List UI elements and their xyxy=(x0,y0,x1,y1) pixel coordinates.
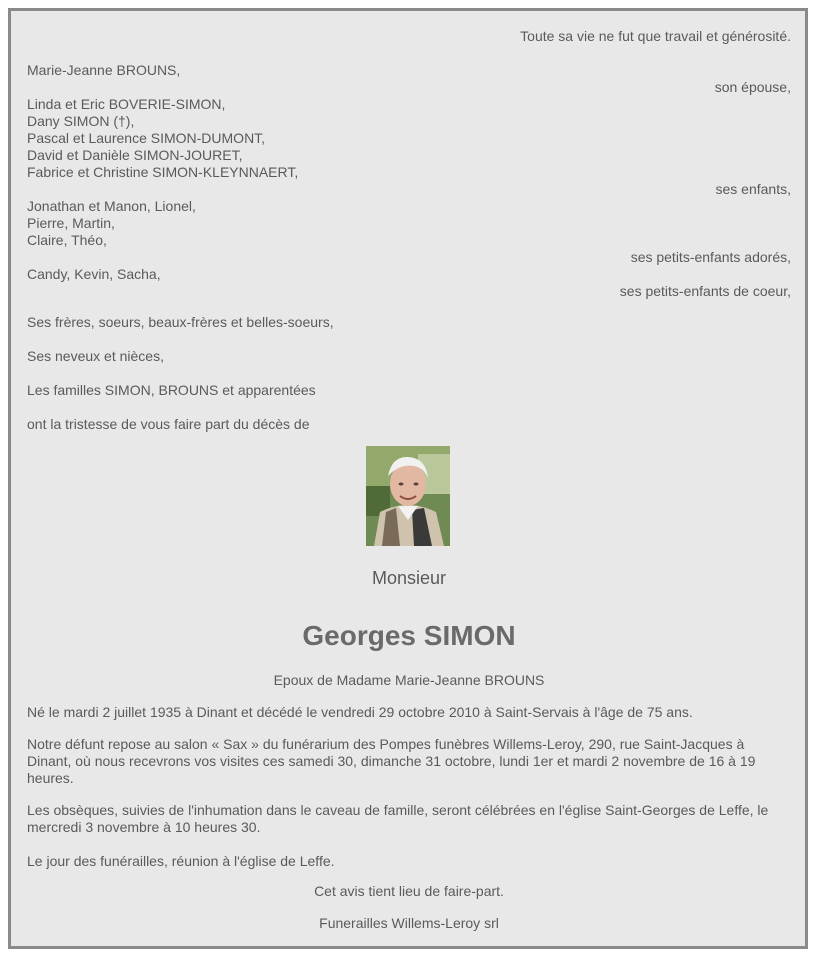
families-line: Les familles SIMON, BROUNS et apparentées xyxy=(27,382,316,398)
announcement-line: ont la tristesse de vous faire part du décès de xyxy=(27,416,310,432)
birth-death-info: Né le mardi 2 juillet 1935 à Dinant et décédé le vendredi 29 octobre 2010 à Saint-Servais à l'âge de 75 ans. xyxy=(27,704,693,720)
grandchild-name: Jonathan et Manon, Lionel, xyxy=(27,198,196,214)
closing-note: Cet avis tient lieu de faire-part. xyxy=(314,883,504,899)
nephews-line: Ses neveux et nièces, xyxy=(27,348,164,364)
heart-grandchildren-role: ses petits-enfants de coeur, xyxy=(619,283,791,299)
grandchildren-role: ses petits-enfants adorés, xyxy=(630,249,791,265)
child-name: Pascal et Laurence SIMON-DUMONT, xyxy=(27,130,266,146)
grandchild-name: Pierre, Martin, xyxy=(27,215,115,231)
obituary-card xyxy=(8,8,808,949)
spouse-role: son épouse, xyxy=(714,79,791,95)
spouse-of-line: Epoux de Madame Marie-Jeanne BROUNS xyxy=(273,672,545,688)
child-name: Dany SIMON (†), xyxy=(27,113,135,129)
deceased-name: Georges SIMON xyxy=(302,620,516,651)
child-name: Fabrice et Christine SIMON-KLEYNNAERT, xyxy=(27,164,299,180)
rest-info: Notre défunt repose au salon « Sax » du funérarium des Pompes funèbres Willems-Leroy, 290, rue Saint-Jacques à Dinant, où nous recevrons vos visites ces samedi 30, dimanche 31 octobre, lundi 1er et mardi 2 novembre de 16 à 19 heures. xyxy=(27,736,756,786)
child-name: Linda et Eric BOVERIE-SIMON, xyxy=(27,96,226,112)
portrait-photo xyxy=(366,446,450,546)
grandchild-name: Claire, Théo, xyxy=(27,232,107,248)
funeral-info: Les obsèques, suivies de l'inhumation dans le caveau de famille, seront célébrées en l'église Saint-Georges de Leffe, le mercredi 3 novembre à 10 heures 30. xyxy=(27,802,769,835)
honorific: Monsieur xyxy=(371,568,447,588)
funeral-home: Funerailles Willems-Leroy srl xyxy=(319,915,499,931)
motto: Toute sa vie ne fut que travail et générosité. xyxy=(520,28,791,44)
reunion-info: Le jour des funérailles, réunion à l'église de Leffe. xyxy=(27,853,335,869)
siblings-line: Ses frères, soeurs, beaux-frères et belles-soeurs, xyxy=(27,314,334,330)
child-name: David et Danièle SIMON-JOURET, xyxy=(27,147,243,163)
spouse-name: Marie-Jeanne BROUNS, xyxy=(27,62,181,78)
children-role: ses enfants, xyxy=(715,181,791,197)
heart-grandchildren: Candy, Kevin, Sacha, xyxy=(27,266,161,282)
